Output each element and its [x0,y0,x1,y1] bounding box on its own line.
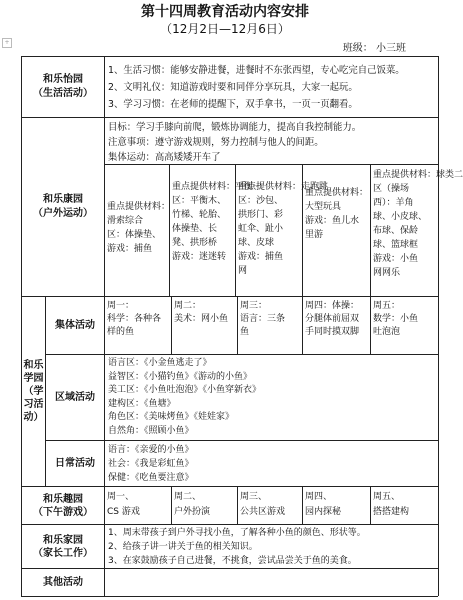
day-line: 园内探秘 [305,507,342,517]
zone-line: 区：沙包、 [238,196,284,206]
day-line: 周二、 [174,492,202,502]
col-divider [370,486,371,524]
zone-line: 游戏：捕鱼 [107,244,153,254]
zone-line: 球、小皮球、 [373,212,428,222]
section-sublabel: （家长工作） [33,547,93,559]
day-line: 周五： [373,301,401,311]
notes-text: 注意事项：遵守游戏规则，努力控制与他人的间距。 [108,137,324,148]
zone-line: 拱形门、彩 [238,210,284,220]
col-divider [171,486,172,524]
col-divider [302,296,303,354]
page-title: 第十四周教育活动内容安排 [141,4,309,20]
zone-line: 里游 [305,230,324,240]
class-value: 小三班 [376,43,406,54]
zone-line: 重点提供材料：走跑跳 [238,182,329,192]
zone-line: 体操垫、长 [172,224,218,234]
zone-line: 大型玩具 [305,202,342,212]
group-activity-label [46,297,104,354]
daily-activity-label [46,441,104,486]
table-border-bottom [21,596,438,597]
zone-line: 游戏：鱼儿水 [305,216,360,226]
other-activity-content[interactable] [105,569,438,596]
study-activity-label [22,297,45,486]
area-line: 语言区：《小金鱼逃走了》 [108,358,212,368]
day-line: 周一： [107,301,135,311]
text-line: 3、学习习惯：在老师的提醒下，双手拿书，一页一页翻看。 [108,99,358,110]
zone-line: 布球、保龄 [373,226,419,236]
col-divider [237,486,238,524]
day-line: 样的鱼 [107,327,135,337]
col-divider [302,486,303,524]
zone-line: 网网乐 [373,268,401,278]
col-divider [237,296,238,354]
day-line: 周五、 [373,492,401,502]
zone-4 [305,186,370,294]
group-wed [240,300,302,354]
zone-line: 重点提供材料：球类二 [373,170,463,180]
section-label: 其他活动 [43,576,83,588]
daily-line: 保健：《吃鱼要注意》 [108,473,194,483]
day-line: 分腿体前屈双 [305,314,360,324]
col-divider [169,164,170,296]
day-line: 周三、 [240,492,268,502]
area-activity-label [46,355,104,440]
zone-line: 西）：羊角 [373,198,414,208]
zone-line: 游戏：小鱼 [373,254,419,264]
day-line: 语言：三条 [240,314,286,324]
group-thu [305,300,370,354]
area-line: 美工区：《小鱼吐泡泡》《小鱼穿新衣》 [108,385,262,396]
text-line: 1、生活习惯：能够安静进餐，进餐时不东张西望，专心吃完自己饭菜。 [108,65,405,76]
family-line: 1、周末带孩子到户外寻找小鱼，了解各种小鱼的颜色、形状等。 [108,528,366,538]
area-line: 角色区：《美味烤鱼》《娃娃家》 [108,412,235,423]
afternoon-games-label [22,487,104,524]
group-tue [174,300,237,354]
group-mon [107,300,171,354]
day-line: 吐泡泡 [373,327,401,337]
zone-line: 网 [238,266,248,276]
zone-line: 球、篮球框 [373,240,419,250]
day-line: CS 游戏 [107,507,140,517]
afternoon-wed [240,490,302,524]
other-activity-label [22,569,104,596]
section-label: 和乐康园 [43,194,83,205]
day-line: 美术：网小鱼 [174,314,229,324]
zone-line: 凳、拱形桥 [172,238,218,248]
area-line: 建构区：《鱼塘》 [108,398,176,409]
section-sublabel: （户外运动） [33,208,93,219]
day-line: 鱼 [240,327,250,337]
daily-line: 语言：《亲爱的小鱼》 [108,445,194,455]
label-column-divider [104,56,105,596]
day-line: 户外扮演 [174,507,211,517]
section-sublabel: （生活活动） [33,88,93,99]
family-line: 2、给孩子讲一讲关于鱼的相关知识。 [108,542,258,552]
life-activity-label [22,57,104,117]
sub-label: 集体活动 [55,319,95,331]
label-line: 和乐 [23,360,44,371]
outdoor-activity-label [22,118,104,296]
col-divider [370,164,371,296]
col-divider [370,296,371,354]
goal-text: 目标：学习手膝向前爬，锻炼协调能力，提高自我控制能力。 [108,122,362,133]
class-info [343,42,406,56]
area-line: 益智区：《小猫钓鱼》《游动的小鱼》 [108,371,253,382]
label-line: 动） [23,412,44,423]
zone-line: 游戏：迷迷转 [172,252,227,262]
day-line: 手同时摸双脚 [305,327,360,337]
table-move-handle-icon[interactable]: + [2,38,12,48]
zone-line: 重点提供材料：平衡一 [172,182,263,192]
zone-line: 区（操场 [373,184,410,194]
afternoon-mon [107,490,171,524]
collective-sport-text: 集体运动：高高矮矮开车了 [108,152,221,163]
zone-line: 重点提供材料： [305,188,369,198]
day-line: 公共区游戏 [240,507,286,517]
life-activity-content [108,62,436,116]
sub-label: 区域活动 [55,391,95,403]
day-line: 数学：小鱼 [373,314,419,324]
date-range: （12月2日—12月6日） [160,22,290,36]
outdoor-goals [108,120,436,164]
day-line: 周四：体操： [305,301,360,311]
col-divider [171,296,172,354]
label-line: 习活 [23,399,44,410]
section-label: 和乐怡园 [43,74,83,85]
family-work-label [22,525,104,568]
daily-line: 社会：《我是彩虹鱼》 [108,459,194,469]
sub-label: 日常活动 [55,457,95,469]
day-line: 周二： [174,301,202,311]
day-line: 周四、 [305,492,333,502]
zone-line: 球、皮球 [238,238,275,248]
zone-line: 区：体操垫、 [107,230,162,240]
day-line: 科学：各种各 [107,314,162,324]
day-line: 周三： [240,301,268,311]
zone-line: 竹梯、轮胎、 [172,210,227,220]
table-border-right [438,56,439,596]
area-line: 自然角：《照顾小鱼》 [108,425,194,436]
section-sublabel: （下午游戏） [33,506,93,518]
zone-line: 滑索综合 [107,216,144,226]
area-activity-content [108,357,436,440]
zone-5 [373,168,463,294]
label-line: 学园 [23,373,44,384]
zone-line: 重点提供材料： [107,202,171,212]
section-label: 和乐趣园 [43,493,83,505]
class-label: 班级： [342,43,373,54]
family-line: 3、在家鼓励孩子自己进餐，不挑食，尝试品尝关于鱼的美食。 [108,556,357,566]
label-line: （学 [23,386,44,397]
zone-line: 游戏：捕鱼 [238,252,284,262]
family-work-content [108,526,436,568]
daily-activity-content [108,443,436,486]
afternoon-thu [305,490,370,524]
group-fri [373,300,438,354]
afternoon-tue [174,490,237,524]
day-line: 周一、 [107,492,135,502]
afternoon-fri [373,490,438,524]
day-line: 搭搭建构 [373,507,410,517]
zone-1 [107,200,169,294]
zone-line: 虹伞、趾小 [238,224,284,234]
section-label: 和乐家园 [43,534,83,546]
text-line: 2、文明礼仪：知道游戏时要和同伴分享玩具，大家一起玩。 [108,82,358,93]
zone-line: 区：平衡木、 [172,196,227,206]
